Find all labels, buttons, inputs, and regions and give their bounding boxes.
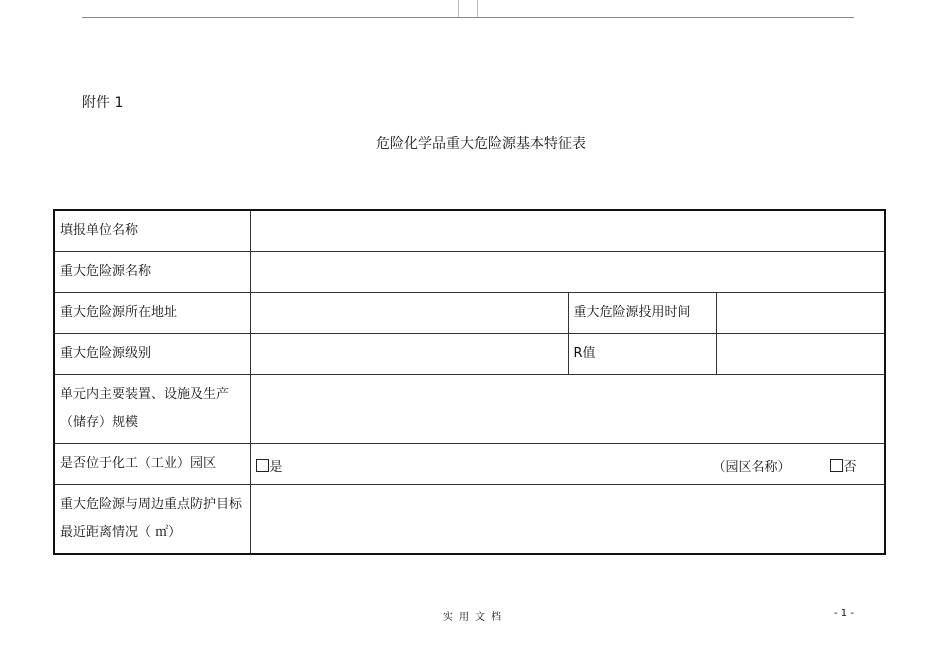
source-level-field[interactable] (250, 334, 568, 375)
page-title: 危险化学品重大危险源基本特征表 (376, 136, 586, 152)
header-rule (82, 17, 854, 18)
source-address-label: 重大危险源所在地址 (54, 293, 250, 334)
feature-table (53, 209, 886, 555)
source-name-label: 重大危险源名称 (54, 252, 250, 293)
distance-label: 重大危险源与周边重点防护目标最近距离情况（ ㎡） (54, 485, 250, 555)
table-row (54, 334, 885, 375)
footer-text: 实用文档 (443, 612, 507, 623)
table-row (54, 375, 885, 444)
park-label: 是否位于化工（工业）园区 (54, 444, 250, 485)
scale-field[interactable] (250, 375, 885, 444)
table-row (54, 252, 885, 293)
checkbox-icon[interactable] (256, 459, 269, 472)
header-divider (458, 0, 459, 17)
table-row (54, 485, 885, 555)
source-name-field[interactable] (250, 252, 885, 293)
r-value-label: R值 (568, 334, 716, 375)
distance-field[interactable] (250, 485, 885, 555)
filler-unit-field[interactable] (250, 210, 885, 252)
r-value-field[interactable] (716, 334, 885, 375)
scale-label: 单元内主要装置、设施及生产（储存）规模 (54, 375, 250, 444)
attachment-label: 附件 1 (82, 95, 124, 111)
park-name-label: （园区名称） (712, 460, 791, 475)
commission-time-field[interactable] (716, 293, 885, 334)
page-number: - 1 - (834, 608, 854, 619)
checkbox-icon[interactable] (830, 459, 843, 472)
table-row (54, 444, 885, 485)
park-options (250, 444, 885, 485)
table-row (54, 210, 885, 252)
no-option[interactable]: 否 (830, 454, 857, 482)
yes-option[interactable]: 是 (256, 454, 283, 482)
commission-time-label: 重大危险源投用时间 (568, 293, 716, 334)
source-level-label: 重大危险源级别 (54, 334, 250, 375)
source-address-field[interactable] (250, 293, 568, 334)
header-divider (477, 0, 478, 17)
table-row (54, 293, 885, 334)
filler-unit-label: 填报单位名称 (54, 210, 250, 252)
